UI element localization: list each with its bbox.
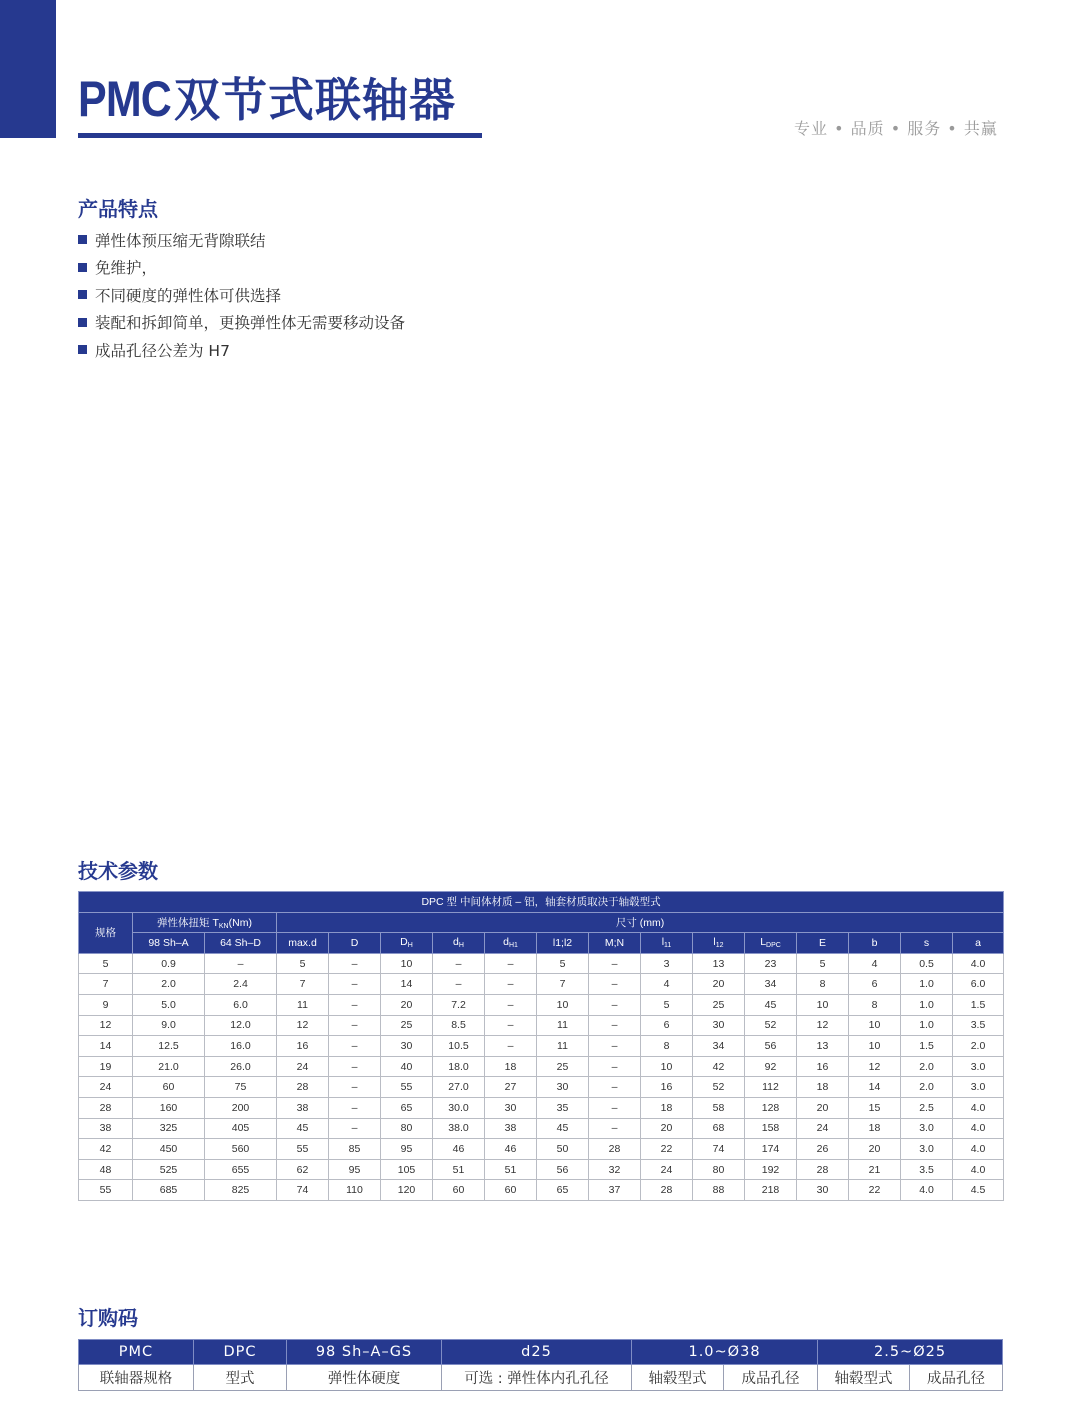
value-cell: 62 xyxy=(277,1159,329,1180)
table-row xyxy=(79,1056,1004,1077)
value-cell: – xyxy=(329,1077,381,1098)
size-cell: 38 xyxy=(79,1118,133,1139)
table-row xyxy=(79,1180,1004,1201)
value-cell: 35 xyxy=(537,1097,589,1118)
value-cell: 560 xyxy=(205,1139,277,1160)
value-cell: 2.5 xyxy=(901,1097,953,1118)
value-cell: 200 xyxy=(205,1097,277,1118)
value-cell: 18 xyxy=(641,1097,693,1118)
value-cell: 7 xyxy=(277,974,329,995)
value-cell: 95 xyxy=(329,1159,381,1180)
feature-item xyxy=(78,226,405,254)
value-cell: 80 xyxy=(693,1159,745,1180)
value-cell: 32 xyxy=(589,1159,641,1180)
value-cell: 20 xyxy=(693,974,745,995)
value-cell: – xyxy=(589,1056,641,1077)
order-label-cell: 成品孔径 xyxy=(724,1365,818,1391)
value-cell: – xyxy=(485,994,537,1015)
value-cell: 45 xyxy=(537,1118,589,1139)
value-cell: 20 xyxy=(381,994,433,1015)
value-cell: 52 xyxy=(745,1015,797,1036)
value-cell: 65 xyxy=(381,1097,433,1118)
spec-table xyxy=(78,891,1004,1201)
value-cell: 10.5 xyxy=(433,1036,485,1057)
value-cell: – xyxy=(589,1118,641,1139)
value-cell: 450 xyxy=(133,1139,205,1160)
value-cell: 6 xyxy=(849,974,901,995)
table-row xyxy=(79,1139,1004,1160)
value-cell: – xyxy=(329,974,381,995)
value-cell: – xyxy=(433,953,485,974)
value-cell: 192 xyxy=(745,1159,797,1180)
value-cell: 2.0 xyxy=(953,1036,1004,1057)
value-cell: 23 xyxy=(745,953,797,974)
torque-header: 弹性体扭矩 $T_{KN}(Nm)$ xyxy=(133,912,277,933)
value-cell: – xyxy=(205,953,277,974)
value-cell: 11 xyxy=(277,994,329,1015)
value-cell: 5 xyxy=(537,953,589,974)
value-cell: – xyxy=(589,1097,641,1118)
table-row xyxy=(79,994,1004,1015)
value-cell: 4 xyxy=(641,974,693,995)
value-cell: 3.5 xyxy=(953,1015,1004,1036)
column-header: max.d xyxy=(277,933,329,954)
value-cell: 40 xyxy=(381,1056,433,1077)
size-cell: 24 xyxy=(79,1077,133,1098)
table-row xyxy=(79,1077,1004,1098)
order-code-cell: 1.0~Ø38 xyxy=(632,1340,818,1365)
value-cell: 20 xyxy=(797,1097,849,1118)
value-cell: 120 xyxy=(381,1180,433,1201)
value-cell: 5.0 xyxy=(133,994,205,1015)
feature-item xyxy=(78,309,405,337)
size-cell: 28 xyxy=(79,1097,133,1118)
value-cell: – xyxy=(485,953,537,974)
value-cell: 34 xyxy=(693,1036,745,1057)
value-cell: – xyxy=(589,1077,641,1098)
value-cell: 218 xyxy=(745,1180,797,1201)
order-label-cell: 成品孔径 xyxy=(910,1365,1003,1391)
value-cell: 38 xyxy=(277,1097,329,1118)
value-cell: 26.0 xyxy=(205,1056,277,1077)
value-cell: 525 xyxy=(133,1159,205,1180)
table-row xyxy=(79,1097,1004,1118)
value-cell: 10 xyxy=(849,1015,901,1036)
feature-text: 不同硬度的弹性体可供选择 xyxy=(95,286,282,305)
column-header: $l_{11}$ xyxy=(641,933,693,954)
value-cell: 11 xyxy=(537,1015,589,1036)
value-cell: – xyxy=(485,974,537,995)
value-cell: 58 xyxy=(693,1097,745,1118)
feature-item xyxy=(78,254,405,282)
value-cell: 52 xyxy=(693,1077,745,1098)
value-cell: 160 xyxy=(133,1097,205,1118)
value-cell: 2.0 xyxy=(901,1056,953,1077)
value-cell: – xyxy=(329,994,381,1015)
value-cell: 10 xyxy=(381,953,433,974)
value-cell: 25 xyxy=(381,1015,433,1036)
value-cell: 60 xyxy=(485,1180,537,1201)
value-cell: 38 xyxy=(485,1118,537,1139)
value-cell: 4.0 xyxy=(953,1139,1004,1160)
value-cell: 158 xyxy=(745,1118,797,1139)
value-cell: 75 xyxy=(205,1077,277,1098)
column-header: $l_{12}$ xyxy=(693,933,745,954)
value-cell: 655 xyxy=(205,1159,277,1180)
value-cell: 6 xyxy=(641,1015,693,1036)
value-cell: 30 xyxy=(485,1097,537,1118)
value-cell: 18 xyxy=(797,1077,849,1098)
order-code-cell: 98 Sh–A–GS xyxy=(287,1340,442,1365)
value-cell: 42 xyxy=(693,1056,745,1077)
column-header: D xyxy=(329,933,381,954)
value-cell: 16 xyxy=(797,1056,849,1077)
spec-caption: DPC 型 中间体材质 – 铝，轴套材质取决于轴毂型式 xyxy=(79,892,1004,913)
value-cell: 74 xyxy=(693,1139,745,1160)
value-cell: 51 xyxy=(433,1159,485,1180)
value-cell: 174 xyxy=(745,1139,797,1160)
value-cell: 30.0 xyxy=(433,1097,485,1118)
value-cell: 11 xyxy=(537,1036,589,1057)
value-cell: 0.9 xyxy=(133,953,205,974)
feature-item xyxy=(78,336,405,364)
value-cell: 1.0 xyxy=(901,994,953,1015)
size-cell: 19 xyxy=(79,1056,133,1077)
value-cell: 28 xyxy=(641,1180,693,1201)
value-cell: 16 xyxy=(641,1077,693,1098)
column-header: $D_H$ xyxy=(381,933,433,954)
value-cell: 7 xyxy=(537,974,589,995)
product-name: 双节式联轴器 xyxy=(174,73,456,127)
value-cell: 1.0 xyxy=(901,974,953,995)
title-underline xyxy=(78,133,482,138)
value-cell: – xyxy=(589,994,641,1015)
feature-text: 成品孔径公差为 H7 xyxy=(95,341,230,360)
value-cell: 25 xyxy=(693,994,745,1015)
square-bullet-icon xyxy=(78,263,87,272)
value-cell: 3.0 xyxy=(953,1077,1004,1098)
value-cell: 10 xyxy=(537,994,589,1015)
value-cell: 60 xyxy=(433,1180,485,1201)
value-cell: 25 xyxy=(537,1056,589,1077)
value-cell: 10 xyxy=(849,1036,901,1057)
value-cell: 14 xyxy=(381,974,433,995)
value-cell: 825 xyxy=(205,1180,277,1201)
value-cell: 55 xyxy=(381,1077,433,1098)
column-header: $L_{DPC}$ xyxy=(745,933,797,954)
value-cell: 27 xyxy=(485,1077,537,1098)
value-cell: 2.4 xyxy=(205,974,277,995)
order-label-cell: 轴毂型式 xyxy=(632,1365,724,1391)
value-cell: 80 xyxy=(381,1118,433,1139)
value-cell: 30 xyxy=(381,1036,433,1057)
value-cell: 112 xyxy=(745,1077,797,1098)
column-header: 98 Sh–A xyxy=(133,933,205,954)
value-cell: 85 xyxy=(329,1139,381,1160)
table-row xyxy=(79,1159,1004,1180)
value-cell: 685 xyxy=(133,1180,205,1201)
value-cell: 8 xyxy=(641,1036,693,1057)
value-cell: 4.0 xyxy=(953,1097,1004,1118)
value-cell: 405 xyxy=(205,1118,277,1139)
value-cell: 18 xyxy=(485,1056,537,1077)
size-cell: 42 xyxy=(79,1139,133,1160)
value-cell: 8 xyxy=(797,974,849,995)
value-cell: 4 xyxy=(849,953,901,974)
table-row xyxy=(79,974,1004,995)
value-cell: 22 xyxy=(849,1180,901,1201)
size-cell: 9 xyxy=(79,994,133,1015)
corner-accent-bar xyxy=(0,0,56,138)
specs-heading: 技术参数 xyxy=(78,859,158,883)
value-cell: 45 xyxy=(277,1118,329,1139)
value-cell: 4.0 xyxy=(953,953,1004,974)
value-cell: 2.0 xyxy=(901,1077,953,1098)
value-cell: 105 xyxy=(381,1159,433,1180)
value-cell: 13 xyxy=(693,953,745,974)
value-cell: 45 xyxy=(745,994,797,1015)
value-cell: – xyxy=(329,1036,381,1057)
value-cell: 8 xyxy=(849,994,901,1015)
value-cell: 7.2 xyxy=(433,994,485,1015)
value-cell: 20 xyxy=(641,1118,693,1139)
slogan: 专业 • 品质 • 服务 • 共赢 xyxy=(794,119,998,138)
value-cell: 21 xyxy=(849,1159,901,1180)
order-code-cell: d25 xyxy=(442,1340,632,1365)
value-cell: 2.0 xyxy=(133,974,205,995)
value-cell: 56 xyxy=(537,1159,589,1180)
value-cell: 34 xyxy=(745,974,797,995)
order-label-cell: 弹性体硬度 xyxy=(287,1365,442,1391)
value-cell: – xyxy=(485,1015,537,1036)
value-cell: 5 xyxy=(797,953,849,974)
table-row xyxy=(79,1118,1004,1139)
value-cell: 74 xyxy=(277,1180,329,1201)
order-heading: 订购码 xyxy=(78,1306,138,1330)
value-cell: 56 xyxy=(745,1036,797,1057)
value-cell: 27.0 xyxy=(433,1077,485,1098)
order-label-cell: 可选 : 弹性体内孔孔径 xyxy=(442,1365,632,1391)
value-cell: 16 xyxy=(277,1036,329,1057)
value-cell: 60 xyxy=(133,1077,205,1098)
value-cell: 4.0 xyxy=(953,1159,1004,1180)
value-cell: 12.5 xyxy=(133,1036,205,1057)
value-cell: 6.0 xyxy=(205,994,277,1015)
value-cell: 0.5 xyxy=(901,953,953,974)
column-header: a xyxy=(953,933,1004,954)
value-cell: 6.0 xyxy=(953,974,1004,995)
feature-text: 免维护， xyxy=(95,259,158,278)
size-header: 规格 xyxy=(79,912,133,953)
value-cell: 13 xyxy=(797,1036,849,1057)
size-cell: 55 xyxy=(79,1180,133,1201)
value-cell: 30 xyxy=(537,1077,589,1098)
square-bullet-icon xyxy=(78,318,87,327)
value-cell: – xyxy=(329,1056,381,1077)
value-cell: 12.0 xyxy=(205,1015,277,1036)
value-cell: 110 xyxy=(329,1180,381,1201)
value-cell: 12 xyxy=(849,1056,901,1077)
value-cell: 88 xyxy=(693,1180,745,1201)
order-code-cell: PMC xyxy=(79,1340,194,1365)
value-cell: 4.0 xyxy=(901,1180,953,1201)
value-cell: 24 xyxy=(797,1118,849,1139)
value-cell: – xyxy=(589,953,641,974)
column-header-row xyxy=(79,933,1004,954)
value-cell: 24 xyxy=(641,1159,693,1180)
column-header: 64 Sh–D xyxy=(205,933,277,954)
value-cell: – xyxy=(329,1015,381,1036)
value-cell: 14 xyxy=(849,1077,901,1098)
value-cell: 95 xyxy=(381,1139,433,1160)
feature-item xyxy=(78,281,405,309)
value-cell: 3.0 xyxy=(901,1139,953,1160)
value-cell: 38.0 xyxy=(433,1118,485,1139)
square-bullet-icon xyxy=(78,290,87,299)
value-cell: 5 xyxy=(277,953,329,974)
value-cell: 46 xyxy=(433,1139,485,1160)
value-cell: 28 xyxy=(277,1077,329,1098)
order-code-cell: DPC xyxy=(194,1340,287,1365)
value-cell: 1.0 xyxy=(901,1015,953,1036)
value-cell: 55 xyxy=(277,1139,329,1160)
size-cell: 48 xyxy=(79,1159,133,1180)
value-cell: 8.5 xyxy=(433,1015,485,1036)
feature-text: 装配和拆卸简单，更换弹性体无需要移动设备 xyxy=(95,314,406,333)
square-bullet-icon xyxy=(78,235,87,244)
order-code-cell: 2.5~Ø25 xyxy=(818,1340,1003,1365)
value-cell: 65 xyxy=(537,1180,589,1201)
value-cell: 50 xyxy=(537,1139,589,1160)
value-cell: 30 xyxy=(797,1180,849,1201)
value-cell: 12 xyxy=(797,1015,849,1036)
value-cell: 16.0 xyxy=(205,1036,277,1057)
value-cell: 3 xyxy=(641,953,693,974)
value-cell: 37 xyxy=(589,1180,641,1201)
order-label-row xyxy=(79,1365,1003,1391)
value-cell: 10 xyxy=(641,1056,693,1077)
value-cell: 9.0 xyxy=(133,1015,205,1036)
table-row xyxy=(79,1015,1004,1036)
value-cell: 128 xyxy=(745,1097,797,1118)
value-cell: – xyxy=(329,1097,381,1118)
value-cell: 46 xyxy=(485,1139,537,1160)
order-label-cell: 轴毂型式 xyxy=(818,1365,910,1391)
value-cell: 68 xyxy=(693,1118,745,1139)
value-cell: 30 xyxy=(693,1015,745,1036)
table-row xyxy=(79,1036,1004,1057)
column-header: $d_H$ xyxy=(433,933,485,954)
value-cell: – xyxy=(589,1015,641,1036)
value-cell: 24 xyxy=(277,1056,329,1077)
value-cell: – xyxy=(485,1036,537,1057)
product-code: PMC xyxy=(78,71,171,127)
value-cell: 20 xyxy=(849,1139,901,1160)
value-cell: 51 xyxy=(485,1159,537,1180)
value-cell: 3.0 xyxy=(901,1118,953,1139)
value-cell: 18 xyxy=(849,1118,901,1139)
value-cell: 325 xyxy=(133,1118,205,1139)
value-cell: 3.0 xyxy=(953,1056,1004,1077)
column-header: s xyxy=(901,933,953,954)
column-header: b xyxy=(849,933,901,954)
value-cell: 22 xyxy=(641,1139,693,1160)
value-cell: 4.5 xyxy=(953,1180,1004,1201)
value-cell: – xyxy=(433,974,485,995)
value-cell: 28 xyxy=(797,1159,849,1180)
spec-body xyxy=(79,953,1004,1200)
column-header: $d_{H1}$ xyxy=(485,933,537,954)
value-cell: 1.5 xyxy=(901,1036,953,1057)
value-cell: 92 xyxy=(745,1056,797,1077)
value-cell: – xyxy=(329,1118,381,1139)
value-cell: 10 xyxy=(797,994,849,1015)
feature-text: 弹性体预压缩无背隙联结 xyxy=(95,231,266,250)
value-cell: 21.0 xyxy=(133,1056,205,1077)
order-label-cell: 联轴器规格 xyxy=(79,1365,194,1391)
value-cell: 15 xyxy=(849,1097,901,1118)
value-cell: 3.5 xyxy=(901,1159,953,1180)
page-title xyxy=(78,64,456,128)
features-heading: 产品特点 xyxy=(78,197,158,221)
column-header: E xyxy=(797,933,849,954)
value-cell: 26 xyxy=(797,1139,849,1160)
value-cell: 1.5 xyxy=(953,994,1004,1015)
value-cell: – xyxy=(329,953,381,974)
value-cell: – xyxy=(589,1036,641,1057)
order-code-table xyxy=(78,1339,1003,1391)
dimension-header: 尺寸 (mm) xyxy=(277,912,1004,933)
column-header: l1;l2 xyxy=(537,933,589,954)
size-cell: 14 xyxy=(79,1036,133,1057)
value-cell: 28 xyxy=(589,1139,641,1160)
square-bullet-icon xyxy=(78,345,87,354)
table-row xyxy=(79,953,1004,974)
value-cell: 18.0 xyxy=(433,1056,485,1077)
size-cell: 7 xyxy=(79,974,133,995)
value-cell: 5 xyxy=(641,994,693,1015)
value-cell: 12 xyxy=(277,1015,329,1036)
order-label-cell: 型式 xyxy=(194,1365,287,1391)
size-cell: 12 xyxy=(79,1015,133,1036)
value-cell: – xyxy=(589,974,641,995)
column-header: M;N xyxy=(589,933,641,954)
order-code-row xyxy=(79,1340,1003,1365)
feature-list xyxy=(78,226,405,364)
value-cell: 4.0 xyxy=(953,1118,1004,1139)
size-cell: 5 xyxy=(79,953,133,974)
